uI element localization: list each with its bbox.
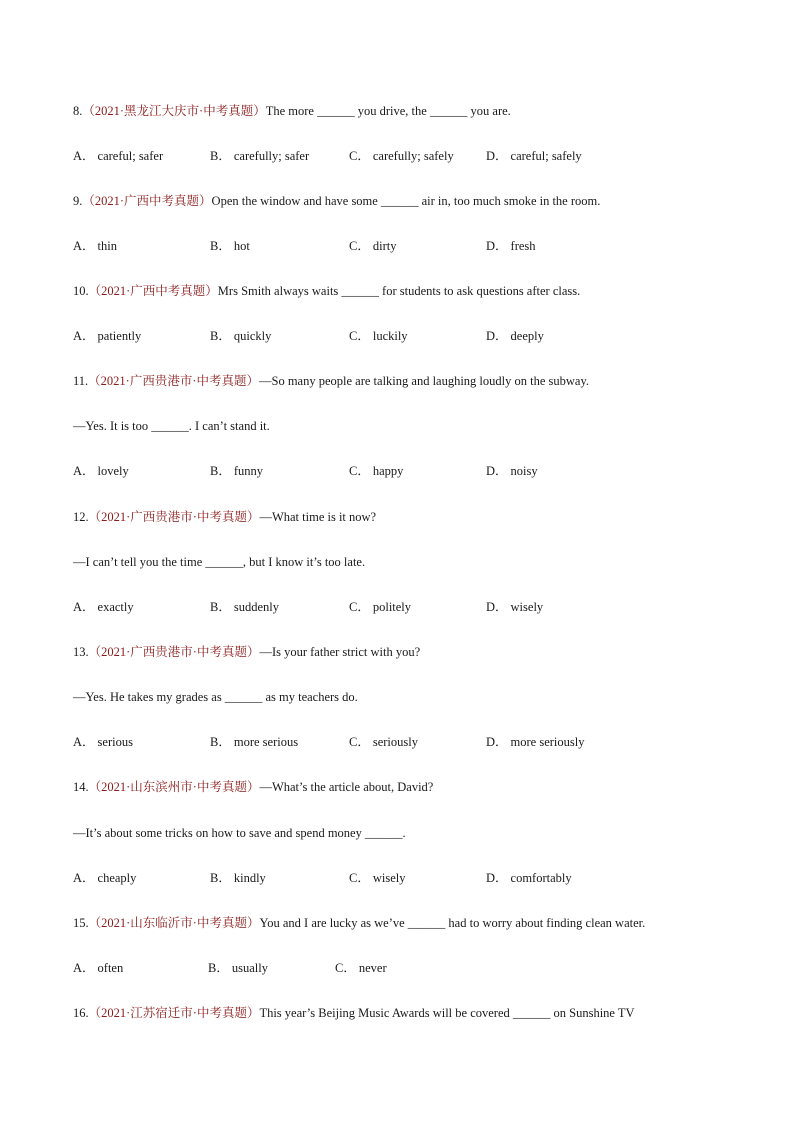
option-text: seriously xyxy=(372,735,418,749)
question-number: 9. xyxy=(73,194,83,208)
question-number: 13. xyxy=(73,645,89,659)
question-number: 11. xyxy=(73,374,89,388)
option-text: deeply xyxy=(510,329,544,343)
option-text: quickly xyxy=(233,329,272,343)
option-c[interactable] xyxy=(349,238,396,254)
question-stem: —So many people are talking and laughing loudly on the subway. xyxy=(259,374,590,388)
option-letter: B． xyxy=(208,961,229,975)
option-a[interactable] xyxy=(73,463,129,479)
option-text: carefully; safer xyxy=(233,149,310,163)
option-letter: D． xyxy=(486,149,508,163)
question-stem: This year’s Beijing Music Awards will be covered ______ on Sunshine TV xyxy=(259,1006,635,1020)
option-letter: A． xyxy=(73,871,95,885)
option-letter: D． xyxy=(486,329,508,343)
option-letter: A． xyxy=(73,600,95,614)
option-b[interactable] xyxy=(210,870,266,886)
option-c[interactable] xyxy=(349,599,411,615)
option-letter: C． xyxy=(349,329,370,343)
question-reply: —I can’t tell you the time ______, but I know it’s too late. xyxy=(73,555,366,569)
option-text: comfortably xyxy=(510,871,572,885)
option-d[interactable] xyxy=(486,238,536,254)
question-16 xyxy=(73,1005,635,1021)
option-a[interactable] xyxy=(73,148,163,164)
question-source: （2021·山东滨州市·中考真题） xyxy=(88,780,260,794)
option-letter: D． xyxy=(486,735,508,749)
question-number: 12. xyxy=(73,510,89,524)
option-d[interactable] xyxy=(486,148,582,164)
question-12 xyxy=(73,509,376,525)
option-letter: A． xyxy=(73,735,95,749)
option-d[interactable] xyxy=(486,463,538,479)
option-c[interactable] xyxy=(349,328,408,344)
option-letter: A． xyxy=(73,329,95,343)
option-text: serious xyxy=(97,735,133,749)
option-c[interactable] xyxy=(335,960,387,976)
option-letter: B． xyxy=(210,735,231,749)
question-14 xyxy=(73,779,433,795)
option-c[interactable] xyxy=(349,870,405,886)
option-a[interactable] xyxy=(73,870,136,886)
option-c[interactable] xyxy=(349,734,418,750)
option-a[interactable] xyxy=(73,599,134,615)
option-letter: C． xyxy=(349,871,370,885)
question-reply: —Yes. It is too ______. I can’t stand it. xyxy=(73,419,270,433)
question-reply: —Yes. He takes my grades as ______ as my teachers do. xyxy=(73,690,358,704)
option-text: patiently xyxy=(97,329,142,343)
option-text: fresh xyxy=(510,239,536,253)
question-number: 8. xyxy=(73,104,83,118)
option-text: usually xyxy=(231,961,268,975)
question-source: （2021·黑龙江大庆市·中考真题） xyxy=(82,104,266,118)
option-a[interactable] xyxy=(73,960,123,976)
option-b[interactable] xyxy=(210,238,250,254)
option-text: carefully; safely xyxy=(372,149,454,163)
question-number: 16. xyxy=(73,1006,89,1020)
option-letter: B． xyxy=(210,464,231,478)
question-stem: Open the window and have some ______ air in, too much smoke in the room. xyxy=(211,194,601,208)
option-letter: C． xyxy=(349,735,370,749)
question-11 xyxy=(73,373,589,389)
question-reply: —It’s about some tricks on how to save and spend money ______. xyxy=(73,826,406,840)
option-text: luckily xyxy=(372,329,408,343)
option-letter: A． xyxy=(73,149,95,163)
option-letter: D． xyxy=(486,239,508,253)
question-stem: —What time is it now? xyxy=(259,510,377,524)
option-letter: B． xyxy=(210,329,231,343)
option-text: suddenly xyxy=(233,600,279,614)
question-source: （2021·山东临沂市·中考真题） xyxy=(88,916,260,930)
option-text: kindly xyxy=(233,871,266,885)
question-13 xyxy=(73,644,420,660)
option-text: exactly xyxy=(97,600,134,614)
option-text: careful; safer xyxy=(97,149,164,163)
option-d[interactable] xyxy=(486,328,544,344)
option-letter: B． xyxy=(210,239,231,253)
option-text: often xyxy=(97,961,124,975)
question-10 xyxy=(73,283,580,299)
question-source: （2021·江苏宿迁市·中考真题） xyxy=(88,1006,260,1020)
option-b[interactable] xyxy=(210,734,298,750)
option-letter: A． xyxy=(73,961,95,975)
question-source: （2021·广西贵港市·中考真题） xyxy=(88,645,260,659)
question-stem: —What’s the article about, David? xyxy=(259,780,434,794)
option-text: funny xyxy=(233,464,264,478)
question-stem: —Is your father strict with you? xyxy=(259,645,421,659)
question-source: （2021·广西中考真题） xyxy=(88,284,218,298)
option-letter: C． xyxy=(349,600,370,614)
option-text: happy xyxy=(372,464,404,478)
question-number: 14. xyxy=(73,780,89,794)
option-letter: C． xyxy=(349,464,370,478)
option-text: more serious xyxy=(233,735,299,749)
option-d[interactable] xyxy=(486,599,543,615)
option-letter: C． xyxy=(349,149,370,163)
option-a[interactable] xyxy=(73,238,117,254)
option-letter: C． xyxy=(349,239,370,253)
option-text: careful; safely xyxy=(510,149,582,163)
option-b[interactable] xyxy=(210,463,263,479)
option-letter: B． xyxy=(210,149,231,163)
option-text: never xyxy=(358,961,387,975)
option-text: lovely xyxy=(97,464,129,478)
option-letter: C． xyxy=(335,961,356,975)
question-number: 10. xyxy=(73,284,89,298)
option-letter: D． xyxy=(486,871,508,885)
option-letter: A． xyxy=(73,239,95,253)
option-text: wisely xyxy=(372,871,406,885)
option-letter: B． xyxy=(210,600,231,614)
question-9 xyxy=(73,193,600,209)
option-text: more seriously xyxy=(510,735,585,749)
option-c[interactable] xyxy=(349,463,403,479)
option-b[interactable] xyxy=(210,328,271,344)
question-source: （2021·广西中考真题） xyxy=(82,194,212,208)
option-text: dirty xyxy=(372,239,397,253)
option-letter: A． xyxy=(73,464,95,478)
question-source: （2021·广西贵港市·中考真题） xyxy=(88,374,259,388)
option-text: noisy xyxy=(510,464,538,478)
option-text: politely xyxy=(372,600,412,614)
question-stem: Mrs Smith always waits ______ for students to ask questions after class. xyxy=(217,284,581,298)
question-stem: The more ______ you drive, the ______ you are. xyxy=(265,104,511,118)
option-d[interactable] xyxy=(486,870,572,886)
option-letter: D． xyxy=(486,464,508,478)
option-c[interactable] xyxy=(349,148,454,164)
option-b[interactable] xyxy=(210,599,279,615)
option-text: cheaply xyxy=(97,871,137,885)
option-a[interactable] xyxy=(73,328,141,344)
question-number: 15. xyxy=(73,916,89,930)
option-letter: D． xyxy=(486,600,508,614)
question-8 xyxy=(73,103,511,119)
question-source: （2021·广西贵港市·中考真题） xyxy=(88,510,260,524)
question-stem: You and I are lucky as we’ve ______ had to worry about finding clean water. xyxy=(259,916,646,930)
option-a[interactable] xyxy=(73,734,133,750)
option-d[interactable] xyxy=(486,734,584,750)
option-text: hot xyxy=(233,239,250,253)
option-text: thin xyxy=(97,239,117,253)
question-15 xyxy=(73,915,645,931)
option-text: wisely xyxy=(510,600,544,614)
option-letter: B． xyxy=(210,871,231,885)
option-b[interactable] xyxy=(210,148,309,164)
option-b[interactable] xyxy=(208,960,268,976)
